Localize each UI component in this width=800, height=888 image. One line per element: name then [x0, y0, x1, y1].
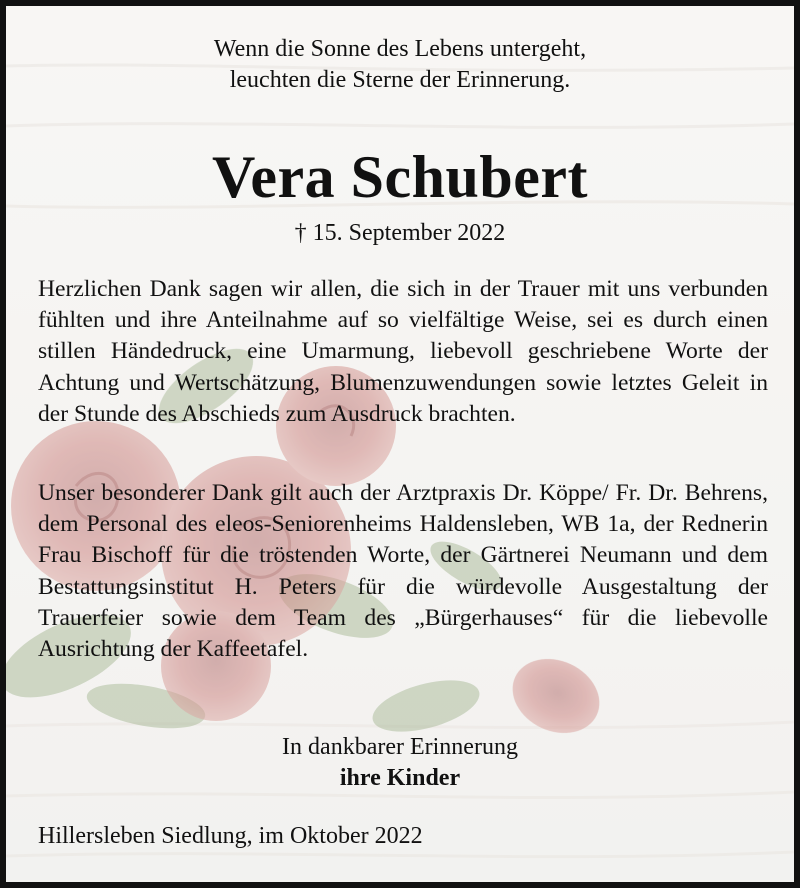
thanks-paragraph-1: Herzlichen Dank sagen wir allen, die sich in der Trauer mit uns verbunden fühlten und ihre Anteilnahme auf so vielfältige Weise, sei es durch einen stillen Händedruck, eine Umarmung, liebevoll geschriebene Worte der Achtung und Wertschätzung, Blumenzuwendungen sowie letztes Geleit in der Stunde des Abschieds zum Ausdruck brachten. [38, 276, 768, 427]
thanks-paragraph-2: Unser besonderer Dank gilt auch der Arztpraxis Dr. Köppe/ Fr. Dr. Behrens, dem Personal des eleos-Seniorenheims Haldensleben, WB 1a, der Rednerin Frau Bischoff für die tröstenden Worte, der Gärtnerei Neumann und dem Bestattungsinstitut H. Peters für die würdevolle Ausgestaltung der Trauerfeier sowie dem Team des „Bürgerhauses“ für die liebevolle Ausrichtung der Kaffeetafel. [38, 480, 768, 663]
death-date: † 15. September 2022 [294, 220, 506, 246]
deceased-name: Vera Schubert [212, 144, 588, 210]
place-and-date: Hillersleben Siedlung, im Oktober 2022 [38, 823, 423, 849]
motto-line-1: Wenn die Sonne des Lebens untergeht, [213, 36, 587, 62]
motto [6, 34, 794, 96]
closing-line: In dankbarer Erinnerung [282, 734, 518, 760]
signature-line: ihre Kinder [339, 765, 461, 791]
motto-line-2: leuchten die Sterne der Erinnerung. [229, 67, 571, 93]
